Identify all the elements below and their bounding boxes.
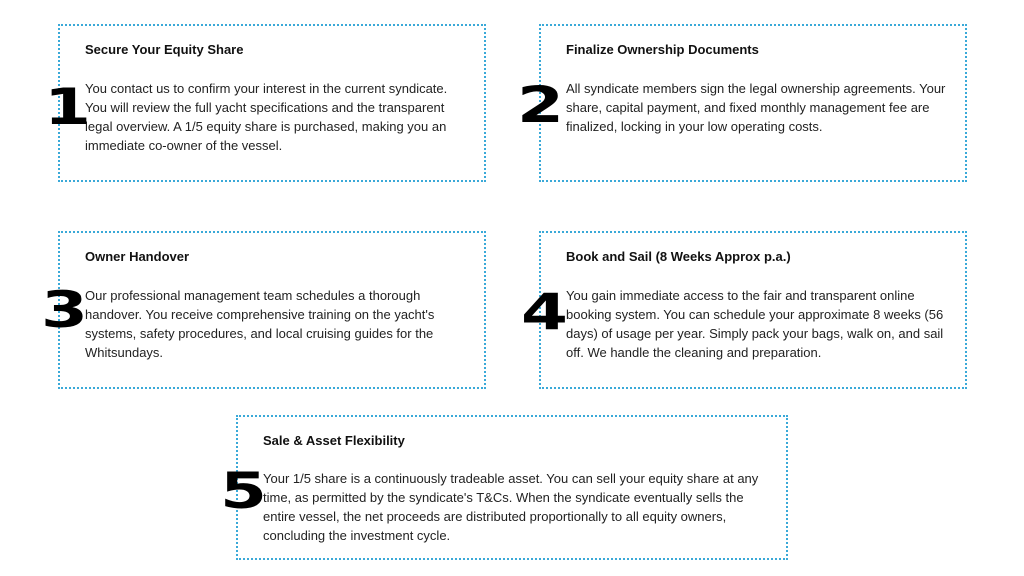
step-1-description: You contact us to confirm your interest in the current syndicate. You will review the full yacht specifications and the transparent legal overview. A 1/5 equity share is purchased, making you an immediate co-owner of the vessel.	[85, 81, 448, 153]
step-4-title: Book and Sail (8 Weeks Approx p.a.)	[566, 249, 791, 264]
step-3-title: Owner Handover	[85, 249, 190, 264]
step-3-number: 3	[41, 281, 86, 339]
step-2-title: Finalize Ownership Documents	[566, 42, 759, 57]
step-card-1	[58, 24, 486, 182]
step-4-number: 4	[521, 283, 566, 341]
step-5-title: Sale & Asset Flexibility	[263, 433, 405, 448]
step-4-description: You gain immediate access to the fair and transparent online booking system. You can schedule your approximate 8 weeks (56 days) of usage per year. Simply pack your bags, walk on, and sail off. We handle the cleaning and preparation.	[566, 288, 944, 360]
step-2-number: 2	[517, 76, 562, 134]
step-1-title: Secure Your Equity Share	[85, 42, 244, 57]
step-5-number: 5	[220, 462, 265, 520]
step-2-description: All syndicate members sign the legal ownership agreements. Your share, capital payment, and fixed monthly management fee are finalized, locking in your low operating costs.	[566, 81, 946, 134]
step-1-number: 1	[44, 78, 89, 136]
step-card-3	[58, 231, 486, 389]
step-card-4	[539, 231, 967, 389]
step-5-description: Your 1/5 share is a continuously tradeable asset. You can sell your equity share at any time, as permitted by the syndicate's T&Cs. When the syndicate eventually sells the entire vessel, the net proceeds are distributed proportionally to all equity owners, concluding the investment cycle.	[263, 471, 759, 543]
step-card-5	[236, 415, 788, 560]
step-card-2	[539, 24, 967, 182]
step-3-description: Our professional management team schedules a thorough handover. You receive comprehensive training on the yacht's systems, safety procedures, and local cruising guides for the Whitsundays.	[85, 288, 435, 360]
